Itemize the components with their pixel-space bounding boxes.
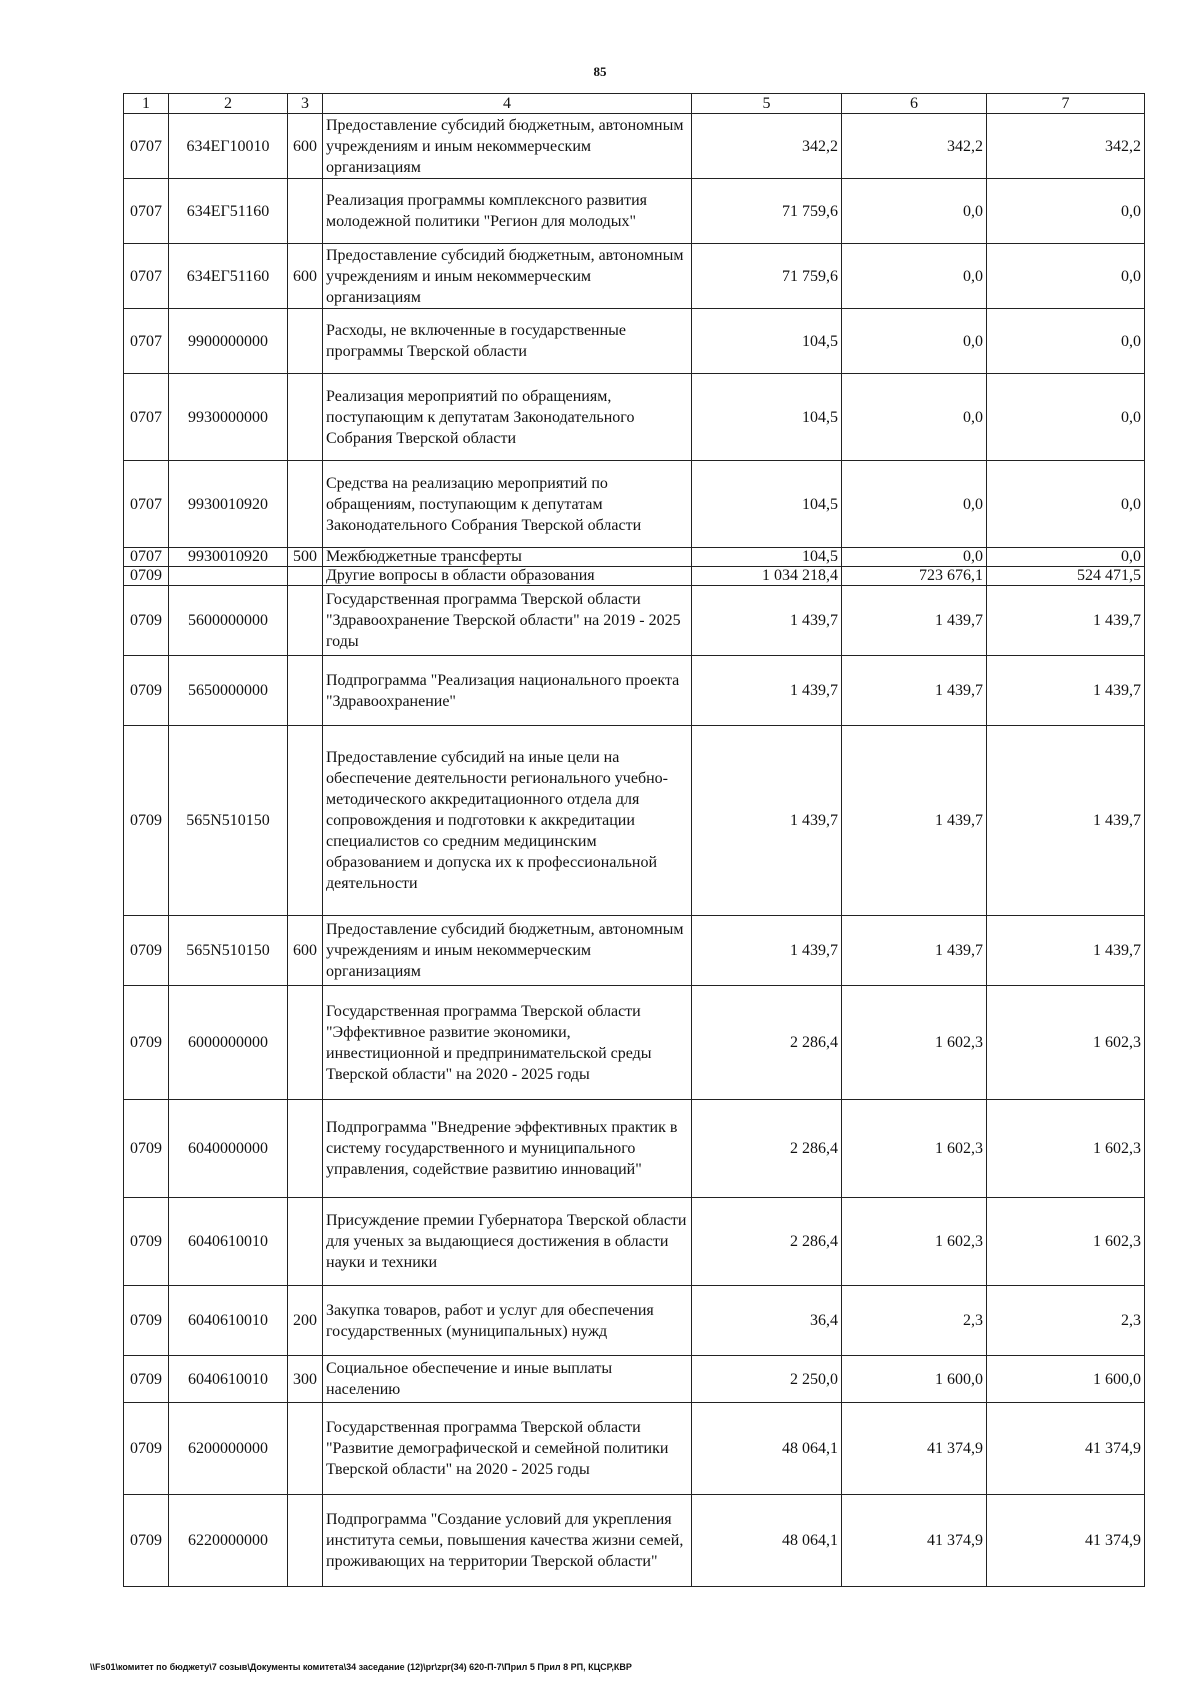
amount-year-1: 1 034 218,4 — [692, 567, 842, 586]
col-header: 5 — [692, 94, 842, 114]
amount-year-2: 41 374,9 — [842, 1495, 987, 1587]
table-row — [124, 916, 1145, 986]
amount-year-3: 1 600,0 — [987, 1356, 1145, 1403]
expense-type-code — [288, 656, 323, 726]
amount-year-2: 342,2 — [842, 114, 987, 179]
amount-year-1: 71 759,6 — [692, 244, 842, 309]
amount-year-1: 48 064,1 — [692, 1403, 842, 1495]
amount-year-3: 0,0 — [987, 374, 1145, 461]
expense-type-code — [288, 586, 323, 656]
header-row — [124, 94, 1145, 114]
table-row — [124, 1286, 1145, 1356]
amount-year-1: 36,4 — [692, 1286, 842, 1356]
item-name: Другие вопросы в области образования — [323, 567, 692, 586]
col-header: 1 — [124, 94, 169, 114]
section-code: 0709 — [124, 1100, 169, 1198]
item-name: Предоставление субсидий бюджетным, автономным учреждениям и иным некоммерческим организациям — [323, 114, 692, 179]
amount-year-3: 41 374,9 — [987, 1403, 1145, 1495]
amount-year-2: 1 439,7 — [842, 726, 987, 916]
item-name: Подпрограмма "Создание условий для укрепления института семьи, повышения качества жизни семей, проживающих на территории Тверской области" — [323, 1495, 692, 1587]
amount-year-3: 1 439,7 — [987, 656, 1145, 726]
amount-year-3: 0,0 — [987, 548, 1145, 567]
section-code: 0707 — [124, 548, 169, 567]
target-article-code: 634ЕГ10010 — [169, 114, 288, 179]
item-name: Предоставление субсидий бюджетным, автономным учреждениям и иным некоммерческим организациям — [323, 244, 692, 309]
table-row — [124, 1403, 1145, 1495]
amount-year-3: 1 602,3 — [987, 1198, 1145, 1286]
amount-year-3: 524 471,5 — [987, 567, 1145, 586]
section-code: 0707 — [124, 374, 169, 461]
item-name: Средства на реализацию мероприятий по обращениям, поступающим к депутатам Законодательного Собрания Тверской области — [323, 461, 692, 548]
amount-year-1: 104,5 — [692, 374, 842, 461]
section-code: 0709 — [124, 586, 169, 656]
target-article-code: 565N510150 — [169, 916, 288, 986]
section-code: 0709 — [124, 1356, 169, 1403]
table-row — [124, 114, 1145, 179]
amount-year-3: 2,3 — [987, 1286, 1145, 1356]
amount-year-1: 2 286,4 — [692, 986, 842, 1100]
col-header: 4 — [323, 94, 692, 114]
target-article-code: 6040610010 — [169, 1356, 288, 1403]
target-article-code: 6000000000 — [169, 986, 288, 1100]
section-code: 0709 — [124, 567, 169, 586]
expense-type-code: 500 — [288, 548, 323, 567]
item-name: Предоставление субсидий на иные цели на обеспечение деятельности регионального учебно-методического аккредитационного отдела для сопровождения и подготовки к аккредитации специалистов со средним медицинским образованием и допуска их к профессиональной деятельности — [323, 726, 692, 916]
amount-year-3: 1 439,7 — [987, 586, 1145, 656]
target-article-code: 5600000000 — [169, 586, 288, 656]
page-number: 85 — [593, 64, 607, 79]
amount-year-2: 1 439,7 — [842, 586, 987, 656]
target-article-code: 9930010920 — [169, 461, 288, 548]
expense-type-code — [288, 986, 323, 1100]
amount-year-1: 1 439,7 — [692, 656, 842, 726]
col-header: 6 — [842, 94, 987, 114]
item-name: Государственная программа Тверской области "Здравоохранение Тверской области" на 2019 - 2025 годы — [323, 586, 692, 656]
amount-year-2: 2,3 — [842, 1286, 987, 1356]
table-row — [124, 1356, 1145, 1403]
table-row — [124, 1495, 1145, 1587]
amount-year-1: 2 286,4 — [692, 1198, 842, 1286]
expense-type-code — [288, 461, 323, 548]
target-article-code: 6200000000 — [169, 1403, 288, 1495]
item-name: Государственная программа Тверской области "Развитие демографической и семейной политики Тверской области" на 2020 - 2025 годы — [323, 1403, 692, 1495]
section-code: 0707 — [124, 114, 169, 179]
item-name: Расходы, не включенные в государственные программы Тверской области — [323, 309, 692, 374]
target-article-code: 6040610010 — [169, 1286, 288, 1356]
item-name: Закупка товаров, работ и услуг для обеспечения государственных (муниципальных) нужд — [323, 1286, 692, 1356]
target-article-code: 9930010920 — [169, 548, 288, 567]
table-row — [124, 567, 1145, 586]
expense-type-code — [288, 374, 323, 461]
item-name: Реализация мероприятий по обращениям, поступающим к депутатам Законодательного Собрания Тверской области — [323, 374, 692, 461]
budget-table — [123, 93, 1145, 1587]
amount-year-3: 41 374,9 — [987, 1495, 1145, 1587]
amount-year-2: 723 676,1 — [842, 567, 987, 586]
amount-year-2: 1 439,7 — [842, 656, 987, 726]
amount-year-2: 0,0 — [842, 179, 987, 244]
expense-type-code: 300 — [288, 1356, 323, 1403]
amount-year-3: 0,0 — [987, 461, 1145, 548]
amount-year-3: 0,0 — [987, 309, 1145, 374]
amount-year-2: 0,0 — [842, 244, 987, 309]
amount-year-1: 1 439,7 — [692, 586, 842, 656]
amount-year-3: 1 439,7 — [987, 916, 1145, 986]
amount-year-2: 0,0 — [842, 374, 987, 461]
amount-year-3: 1 602,3 — [987, 1100, 1145, 1198]
amount-year-2: 41 374,9 — [842, 1403, 987, 1495]
amount-year-1: 48 064,1 — [692, 1495, 842, 1587]
expense-type-code — [288, 1198, 323, 1286]
section-code: 0709 — [124, 1198, 169, 1286]
item-name: Межбюджетные трансферты — [323, 548, 692, 567]
expense-type-code — [288, 1495, 323, 1587]
table-row — [124, 179, 1145, 244]
amount-year-3: 342,2 — [987, 114, 1145, 179]
amount-year-2: 1 600,0 — [842, 1356, 987, 1403]
target-article-code: 634ЕГ51160 — [169, 179, 288, 244]
expense-type-code: 600 — [288, 916, 323, 986]
amount-year-3: 1 602,3 — [987, 986, 1145, 1100]
table-row — [124, 244, 1145, 309]
amount-year-1: 2 250,0 — [692, 1356, 842, 1403]
target-article-code: 6040610010 — [169, 1198, 288, 1286]
amount-year-2: 1 439,7 — [842, 916, 987, 986]
section-code: 0707 — [124, 309, 169, 374]
section-code: 0709 — [124, 1403, 169, 1495]
table-row — [124, 548, 1145, 567]
target-article-code: 634ЕГ51160 — [169, 244, 288, 309]
amount-year-3: 0,0 — [987, 179, 1145, 244]
section-code: 0707 — [124, 179, 169, 244]
section-code: 0709 — [124, 1495, 169, 1587]
amount-year-1: 1 439,7 — [692, 916, 842, 986]
expense-type-code — [288, 179, 323, 244]
amount-year-1: 104,5 — [692, 461, 842, 548]
expense-type-code — [288, 309, 323, 374]
amount-year-1: 2 286,4 — [692, 1100, 842, 1198]
expense-type-code: 200 — [288, 1286, 323, 1356]
amount-year-3: 0,0 — [987, 244, 1145, 309]
item-name: Присуждение премии Губернатора Тверской области для ученых за выдающиеся достижения в области науки и техники — [323, 1198, 692, 1286]
expense-type-code — [288, 726, 323, 916]
col-header: 2 — [169, 94, 288, 114]
section-code: 0709 — [124, 1286, 169, 1356]
table-row — [124, 986, 1145, 1100]
item-name: Реализация программы комплексного развития молодежной политики "Регион для молодых" — [323, 179, 692, 244]
file-path-footer: \\Fs01\комитет по бюджету\7 созыв\Документы комитета\34 заседание (12)\pr\zpr(34) 620-П-7\Прил 5 Прил 8 РП, КЦСР,КВР — [90, 1662, 632, 1672]
section-code: 0709 — [124, 656, 169, 726]
amount-year-1: 104,5 — [692, 309, 842, 374]
table-row — [124, 1100, 1145, 1198]
amount-year-2: 1 602,3 — [842, 986, 987, 1100]
target-article-code: 9900000000 — [169, 309, 288, 374]
amount-year-2: 0,0 — [842, 548, 987, 567]
expense-type-code: 600 — [288, 244, 323, 309]
table-row — [124, 309, 1145, 374]
target-article-code: 9930000000 — [169, 374, 288, 461]
table-row — [124, 586, 1145, 656]
target-article-code — [169, 567, 288, 586]
target-article-code: 6040000000 — [169, 1100, 288, 1198]
section-code: 0707 — [124, 244, 169, 309]
amount-year-1: 342,2 — [692, 114, 842, 179]
table-row — [124, 461, 1145, 548]
col-header: 3 — [288, 94, 323, 114]
amount-year-2: 1 602,3 — [842, 1100, 987, 1198]
item-name: Социальное обеспечение и иные выплаты населению — [323, 1356, 692, 1403]
table-row — [124, 656, 1145, 726]
amount-year-1: 104,5 — [692, 548, 842, 567]
target-article-code: 565N510150 — [169, 726, 288, 916]
target-article-code: 5650000000 — [169, 656, 288, 726]
section-code: 0707 — [124, 461, 169, 548]
section-code: 0709 — [124, 916, 169, 986]
amount-year-1: 71 759,6 — [692, 179, 842, 244]
section-code: 0709 — [124, 726, 169, 916]
expense-type-code: 600 — [288, 114, 323, 179]
amount-year-2: 1 602,3 — [842, 1198, 987, 1286]
section-code: 0709 — [124, 986, 169, 1100]
table-row — [124, 1198, 1145, 1286]
item-name: Предоставление субсидий бюджетным, автономным учреждениям и иным некоммерческим организациям — [323, 916, 692, 986]
amount-year-2: 0,0 — [842, 461, 987, 548]
expense-type-code — [288, 1100, 323, 1198]
item-name: Подпрограмма "Внедрение эффективных практик в систему государственного и муниципального управления, содействие развитию инноваций" — [323, 1100, 692, 1198]
expense-type-code — [288, 1403, 323, 1495]
table-row — [124, 726, 1145, 916]
col-header: 7 — [987, 94, 1145, 114]
amount-year-2: 0,0 — [842, 309, 987, 374]
amount-year-3: 1 439,7 — [987, 726, 1145, 916]
expense-type-code — [288, 567, 323, 586]
target-article-code: 6220000000 — [169, 1495, 288, 1587]
item-name: Государственная программа Тверской области "Эффективное развитие экономики, инвестиционной и предпринимательской среды Тверской области" на 2020 - 2025 годы — [323, 986, 692, 1100]
item-name: Подпрограмма "Реализация национального проекта "Здравоохранение" — [323, 656, 692, 726]
amount-year-1: 1 439,7 — [692, 726, 842, 916]
table-row — [124, 374, 1145, 461]
